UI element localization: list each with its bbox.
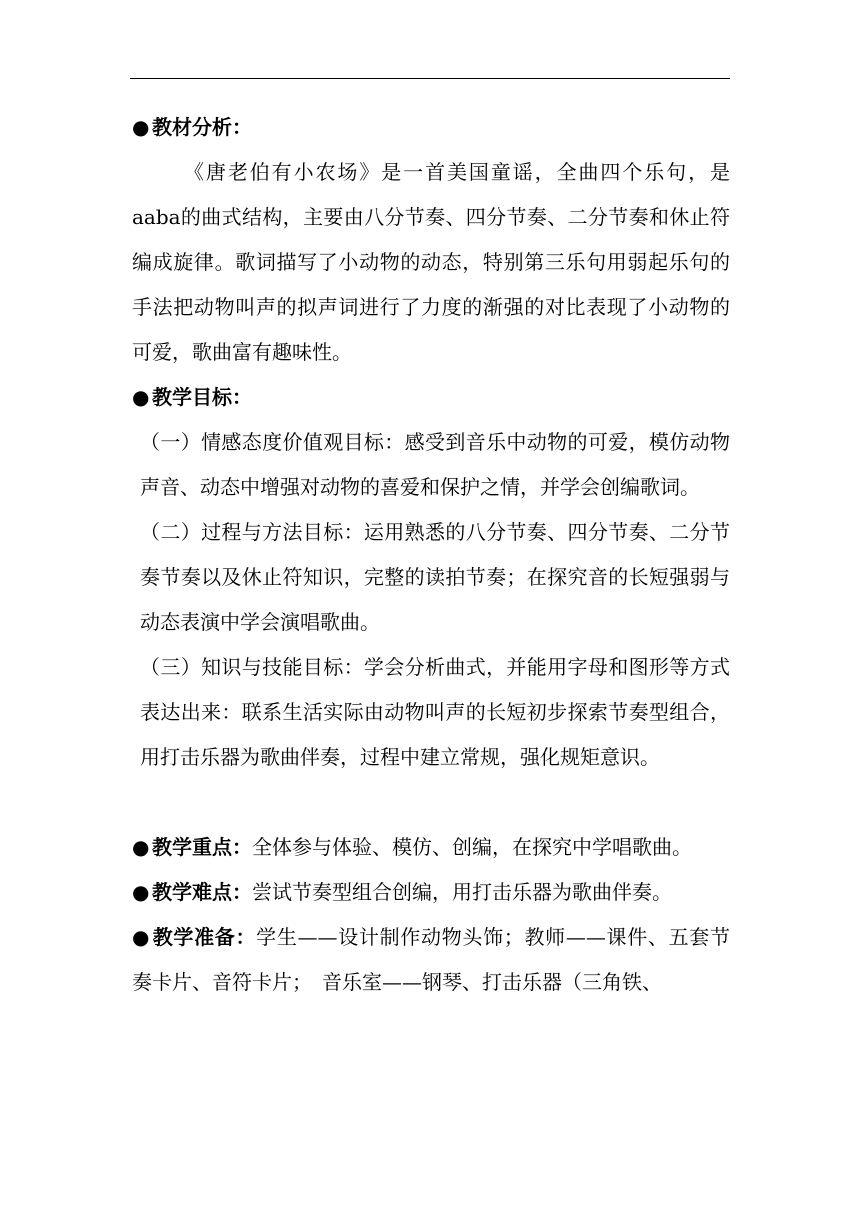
key-points-text: 全体参与体验、模仿、创编，在探究中学唱歌曲。	[252, 835, 692, 859]
bullet-icon: ●	[132, 835, 150, 859]
section-heading-teaching-objectives	[132, 375, 730, 420]
header-rule	[130, 78, 730, 79]
heading-label: 教学重点：	[152, 835, 252, 859]
heading-label: 教材分析：	[152, 115, 252, 139]
objective-item-2: （二）过程与方法目标：运用熟悉的八分节奏、四分节奏、二分节奏节奏以及休止符知识，完整的读拍节奏；在探究音的长短强弱与动态表演中学会演唱歌曲。	[140, 520, 730, 634]
preparation-text: 学生——设计制作动物头饰；教师——课件、五套节奏卡片、音符卡片； 音乐室——钢琴、打击乐器（三角铁、	[132, 925, 731, 994]
bullet-icon: ●	[132, 925, 150, 949]
difficulties-line	[132, 870, 730, 915]
objective-item-1: （一）情感态度价值观目标：感受到音乐中动物的可爱，模仿动物声音、动态中增强对动物的喜爱和保护之情，并学会创编歌词。	[140, 430, 730, 499]
heading-label: 教学准备：	[152, 925, 257, 949]
key-points-line	[132, 825, 730, 870]
objective-item-3: （三）知识与技能目标：学会分析曲式，并能用字母和图形等方式表达出来：联系生活实际由动物叫声的长短初步探索节奏型组合，用打击乐器为歌曲伴奏，过程中建立常规，强化规矩意识。	[140, 655, 730, 769]
material-analysis-paragraph: 《唐老伯有小农场》是一首美国童谣，全曲四个乐句，是aaba的曲式结构，主要由八分节奏、四分节奏、二分节奏和休止符编成旋律。歌词描写了小动物的动态，特别第三乐句用弱起乐句的手法把动物叫声的拟声词进行了力度的渐强的对比表现了小动物的可爱，歌曲富有趣味性。	[132, 160, 730, 364]
bullet-icon: ●	[132, 880, 150, 904]
heading-label: 教学难点：	[152, 880, 252, 904]
bullet-icon: ●	[132, 115, 150, 139]
paragraph-gap	[132, 780, 730, 825]
difficulties-text: 尝试节奏型组合创编，用打击乐器为歌曲伴奏。	[252, 880, 672, 904]
preparation-line	[132, 915, 730, 1005]
section-heading-material-analysis	[132, 105, 730, 150]
document-page	[132, 105, 730, 1005]
heading-label: 教学目标：	[152, 385, 252, 409]
bullet-icon: ●	[132, 385, 150, 409]
